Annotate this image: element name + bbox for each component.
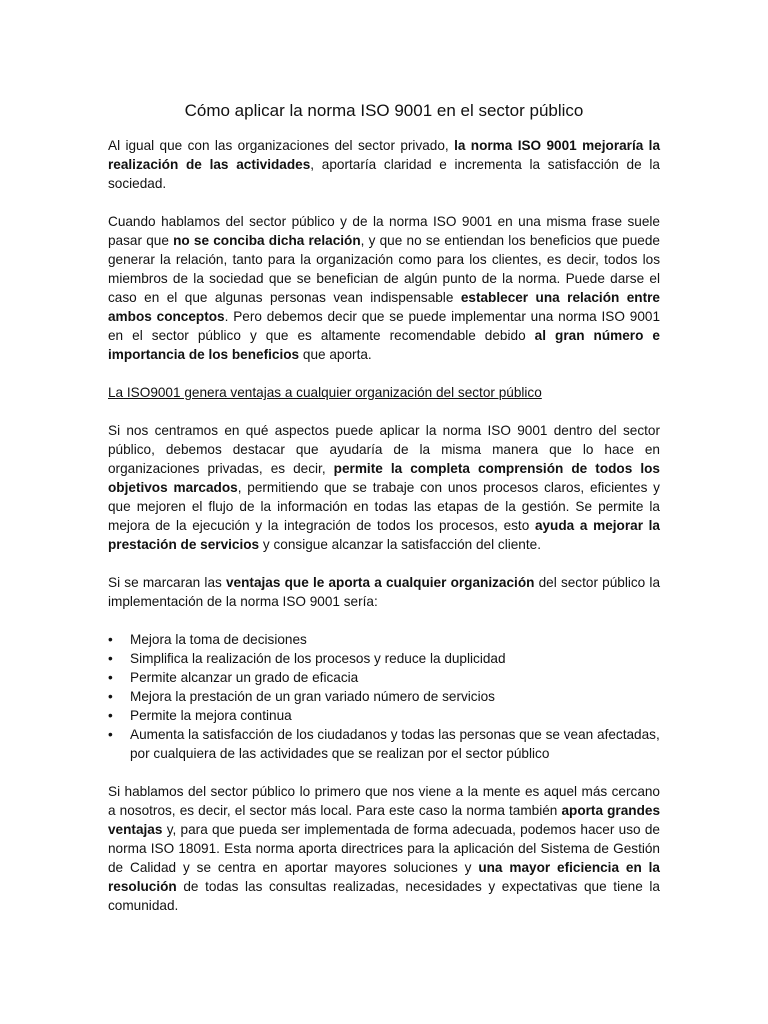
text-run: , aportaría claridad e incrementa la satisfacción de la sociedad. — [108, 157, 660, 191]
text-run: que aporta. — [299, 347, 372, 362]
bullet-icon: • — [108, 670, 113, 685]
bold-text: permite la completa comprensión de todos los objetivos marcados — [108, 461, 660, 495]
bold-text: no se conciba dicha relación — [173, 233, 361, 248]
list-item: • Aumenta la satisfacción de los ciudadanos y todas las personas que se vean afectadas, por cualquiera de las actividades que se realizan por el sector público — [108, 727, 660, 761]
list-item: • Mejora la toma de decisiones — [108, 632, 307, 647]
text-run: , permitiendo que se trabaje con unos procesos claros, eficientes y que mejoren el flujo de la información en todas las etapas de la gestión. Se permite la mejora de la ejecución y la integración de todos los procesos, esto — [108, 480, 660, 533]
text-run: y, para que pueda ser implementada de forma adecuada, podemos hacer uso de norma ISO 18091. Esta norma aporta directrices para la aplicación del Sistema de Gestión de Calidad y se centra en aportar mayores soluciones y — [108, 822, 660, 875]
bold-text: ventajas que le aporta a cualquier organización — [226, 575, 535, 590]
bold-text: ayuda a mejorar la prestación de servicios — [108, 518, 660, 552]
paragraph-intro — [108, 136, 660, 193]
text-run: y consigue alcanzar la satisfacción del cliente. — [259, 537, 541, 552]
list-item: • Permite la mejora continua — [108, 708, 292, 723]
bullet-icon: • — [108, 651, 113, 666]
text-run: . Pero debemos decir que se puede implementar una norma ISO 9001 en el sector público y que es altamente recomendable debido — [108, 309, 661, 343]
bold-text: la norma ISO 9001 mejoraría la realización de las actividades — [108, 138, 661, 172]
paragraph-local-sector — [108, 782, 660, 915]
text-run: Al igual que con las organizaciones del sector privado, — [108, 138, 455, 153]
bold-text: una mayor eficiencia en la resolución — [108, 860, 660, 894]
list-item: • Permite alcanzar un grado de eficacia — [108, 670, 359, 685]
list-item: • Mejora la prestación de un gran variado número de servicios — [108, 689, 495, 704]
paragraph-relation — [108, 212, 660, 364]
bold-text: al gran número e importancia de los beneficios — [108, 328, 660, 362]
paragraph-aspects — [108, 421, 660, 554]
document-title: Cómo aplicar la norma ISO 9001 en el sector público — [184, 101, 584, 120]
text-run: Si nos centramos en qué aspectos puede aplicar la norma ISO 9001 dentro del sector público, debemos destacar que ayudaría de la misma manera que lo hace en organizaciones privadas, es decir, — [108, 423, 660, 476]
bold-text: establecer una relación entre ambos conceptos — [108, 290, 660, 324]
text-run: Si hablamos del sector público lo primero que nos viene a la mente es aquel más cercano a nosotros, es decir, el sector más local. Para este caso la norma también — [108, 784, 660, 818]
bullet-icon: • — [108, 689, 113, 704]
bullet-icon: • — [108, 632, 113, 647]
text-run: Cuando hablamos del sector público y de la norma ISO 9001 en una misma frase suele pasar que — [108, 214, 660, 248]
bold-text: aporta grandes ventajas — [108, 803, 661, 837]
paragraph-advantages — [108, 573, 660, 611]
advantages-list — [108, 630, 660, 763]
section-heading: La ISO9001 genera ventajas a cualquier organización del sector público — [108, 385, 542, 400]
list-item: • Simplifica la realización de los procesos y reduce la duplicidad — [108, 651, 506, 666]
bullet-icon: • — [108, 708, 113, 723]
text-run: Si se marcaran las — [108, 575, 226, 590]
text-run: , y que no se entiendan los beneficios que puede generar la relación, tanto para la organización como para los clientes, es decir, todos los miembros de la sociedad que se benefician de algún punto de la norma. Puede darse el caso en el que algunas personas vean indispensable — [108, 233, 660, 305]
text-run: del sector público la implementación de la norma ISO 9001 sería: — [108, 575, 661, 609]
bullet-icon: • — [108, 727, 113, 742]
text-run: de todas las consultas realizadas, necesidades y expectativas que tiene la comunidad. — [108, 879, 660, 913]
